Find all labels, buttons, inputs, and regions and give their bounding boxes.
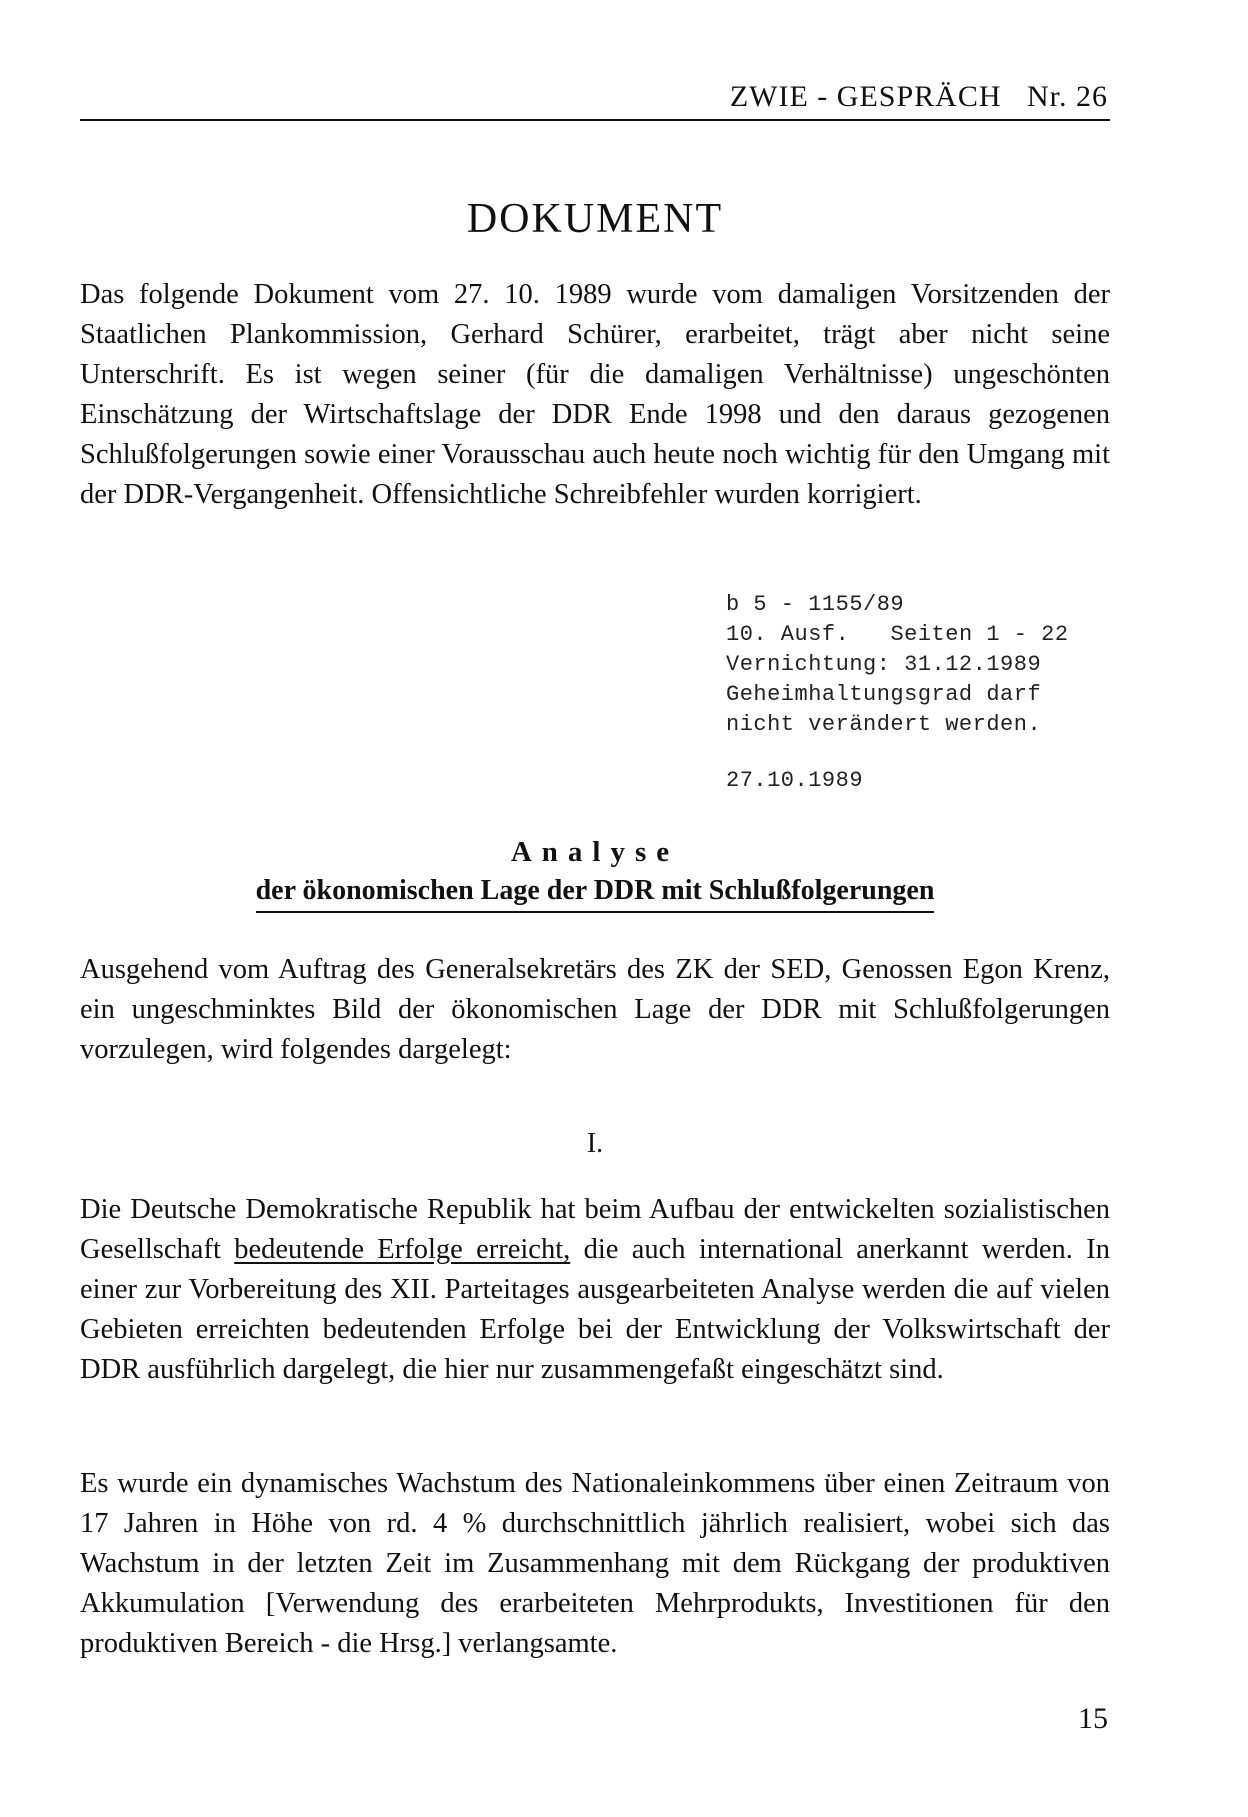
running-head	[730, 80, 1108, 114]
copy-number: 10. Ausf.	[726, 622, 850, 647]
journal-title: ZWIE - GESPRÄCH	[729, 80, 1002, 113]
section-number: I.	[586, 1128, 604, 1159]
classification-note-2: nicht verändert werden.	[726, 712, 1042, 737]
reference-number: b 5 - 1155/89	[726, 592, 905, 617]
intro-paragraph: Das folgende Dokument vom 27. 10. 1989 wurde vom damaligen Vorsitzenden der Staatlichen Plankommission, Gerhard Schürer, erarbeitet, trägt aber nicht seine Unterschrift. Es ist wegen seiner (für die damaligen Verhältnisse) ungeschönten Einschätzung der Wirtschaftslage der DDR Ende 1998 und den daraus gezogenen Schlußfolgerungen sowie einer Vorausschau auch heute noch wichtig für den Umgang mit der DDR-Vergangenheit. Offensichtliche Schreibfehler wurden korrigiert.	[80, 279, 1110, 510]
growth-paragraph: Es wurde ein dynamisches Wachstum des Nationaleinkommens über einen Zeitraum von 17 Jahren in Höhe von rd. 4 % durchschnittlich jährlich realisiert, wobei sich das Wachstum in der letzten Zeit im Zusammenhang mit dem Rückgang der produktiven Akkumulation [Verwendung des erarbeiteten Mehrprodukts, Investitionen für den produktiven Bereich - die Hrsg.] verlangsamte.	[80, 1468, 1110, 1659]
destruction-date: Vernichtung: 31.12.1989	[726, 652, 1042, 677]
analysis-title: Analyse	[510, 836, 680, 868]
achievements-paragraph	[80, 1190, 1110, 1390]
issue-number: Nr. 26	[1027, 80, 1108, 113]
reference-block	[726, 590, 1069, 740]
underlined-phrase: bedeutende Erfolge erreicht,	[234, 1234, 571, 1265]
analysis-subtitle-wrap	[0, 875, 1190, 913]
achievements-text-end: die auch international anerkannt werden. In einer zur Vorbereitung des XII. Parteitages ausgearbeiteten Analyse werden die auf vielen Gebieten erreichten bedeutenden Erfolge bei der Entwicklung der Volkswirtschaft der DDR ausführlich dargelegt, die hier nur zusammengefaßt eingeschätzt sind.	[80, 1234, 1111, 1385]
achievements-text-start: Die Deutsche Demokratische Republik hat beim Aufbau der entwickelten sozialistischen Gesellschaft	[80, 1194, 1110, 1265]
document-title: DOKUMENT	[466, 196, 724, 242]
header-rule	[80, 119, 1110, 121]
classification-note-1: Geheimhaltungsgrad darf	[726, 682, 1042, 707]
document-date: 27.10.1989	[726, 768, 864, 793]
page-range: Seiten 1 - 22	[890, 622, 1069, 647]
opening-paragraph: Ausgehend vom Auftrag des Generalsekretärs des ZK der SED, Genossen Egon Krenz, ein ungeschminktes Bild der ökonomischen Lage der DDR mit Schlußfolgerungen vorzulegen, wird folgendes dargelegt:	[80, 954, 1110, 1065]
page-number: 15	[1078, 1702, 1108, 1735]
analysis-subtitle: der ökonomischen Lage der DDR mit Schlußfolgerungen	[256, 875, 935, 913]
